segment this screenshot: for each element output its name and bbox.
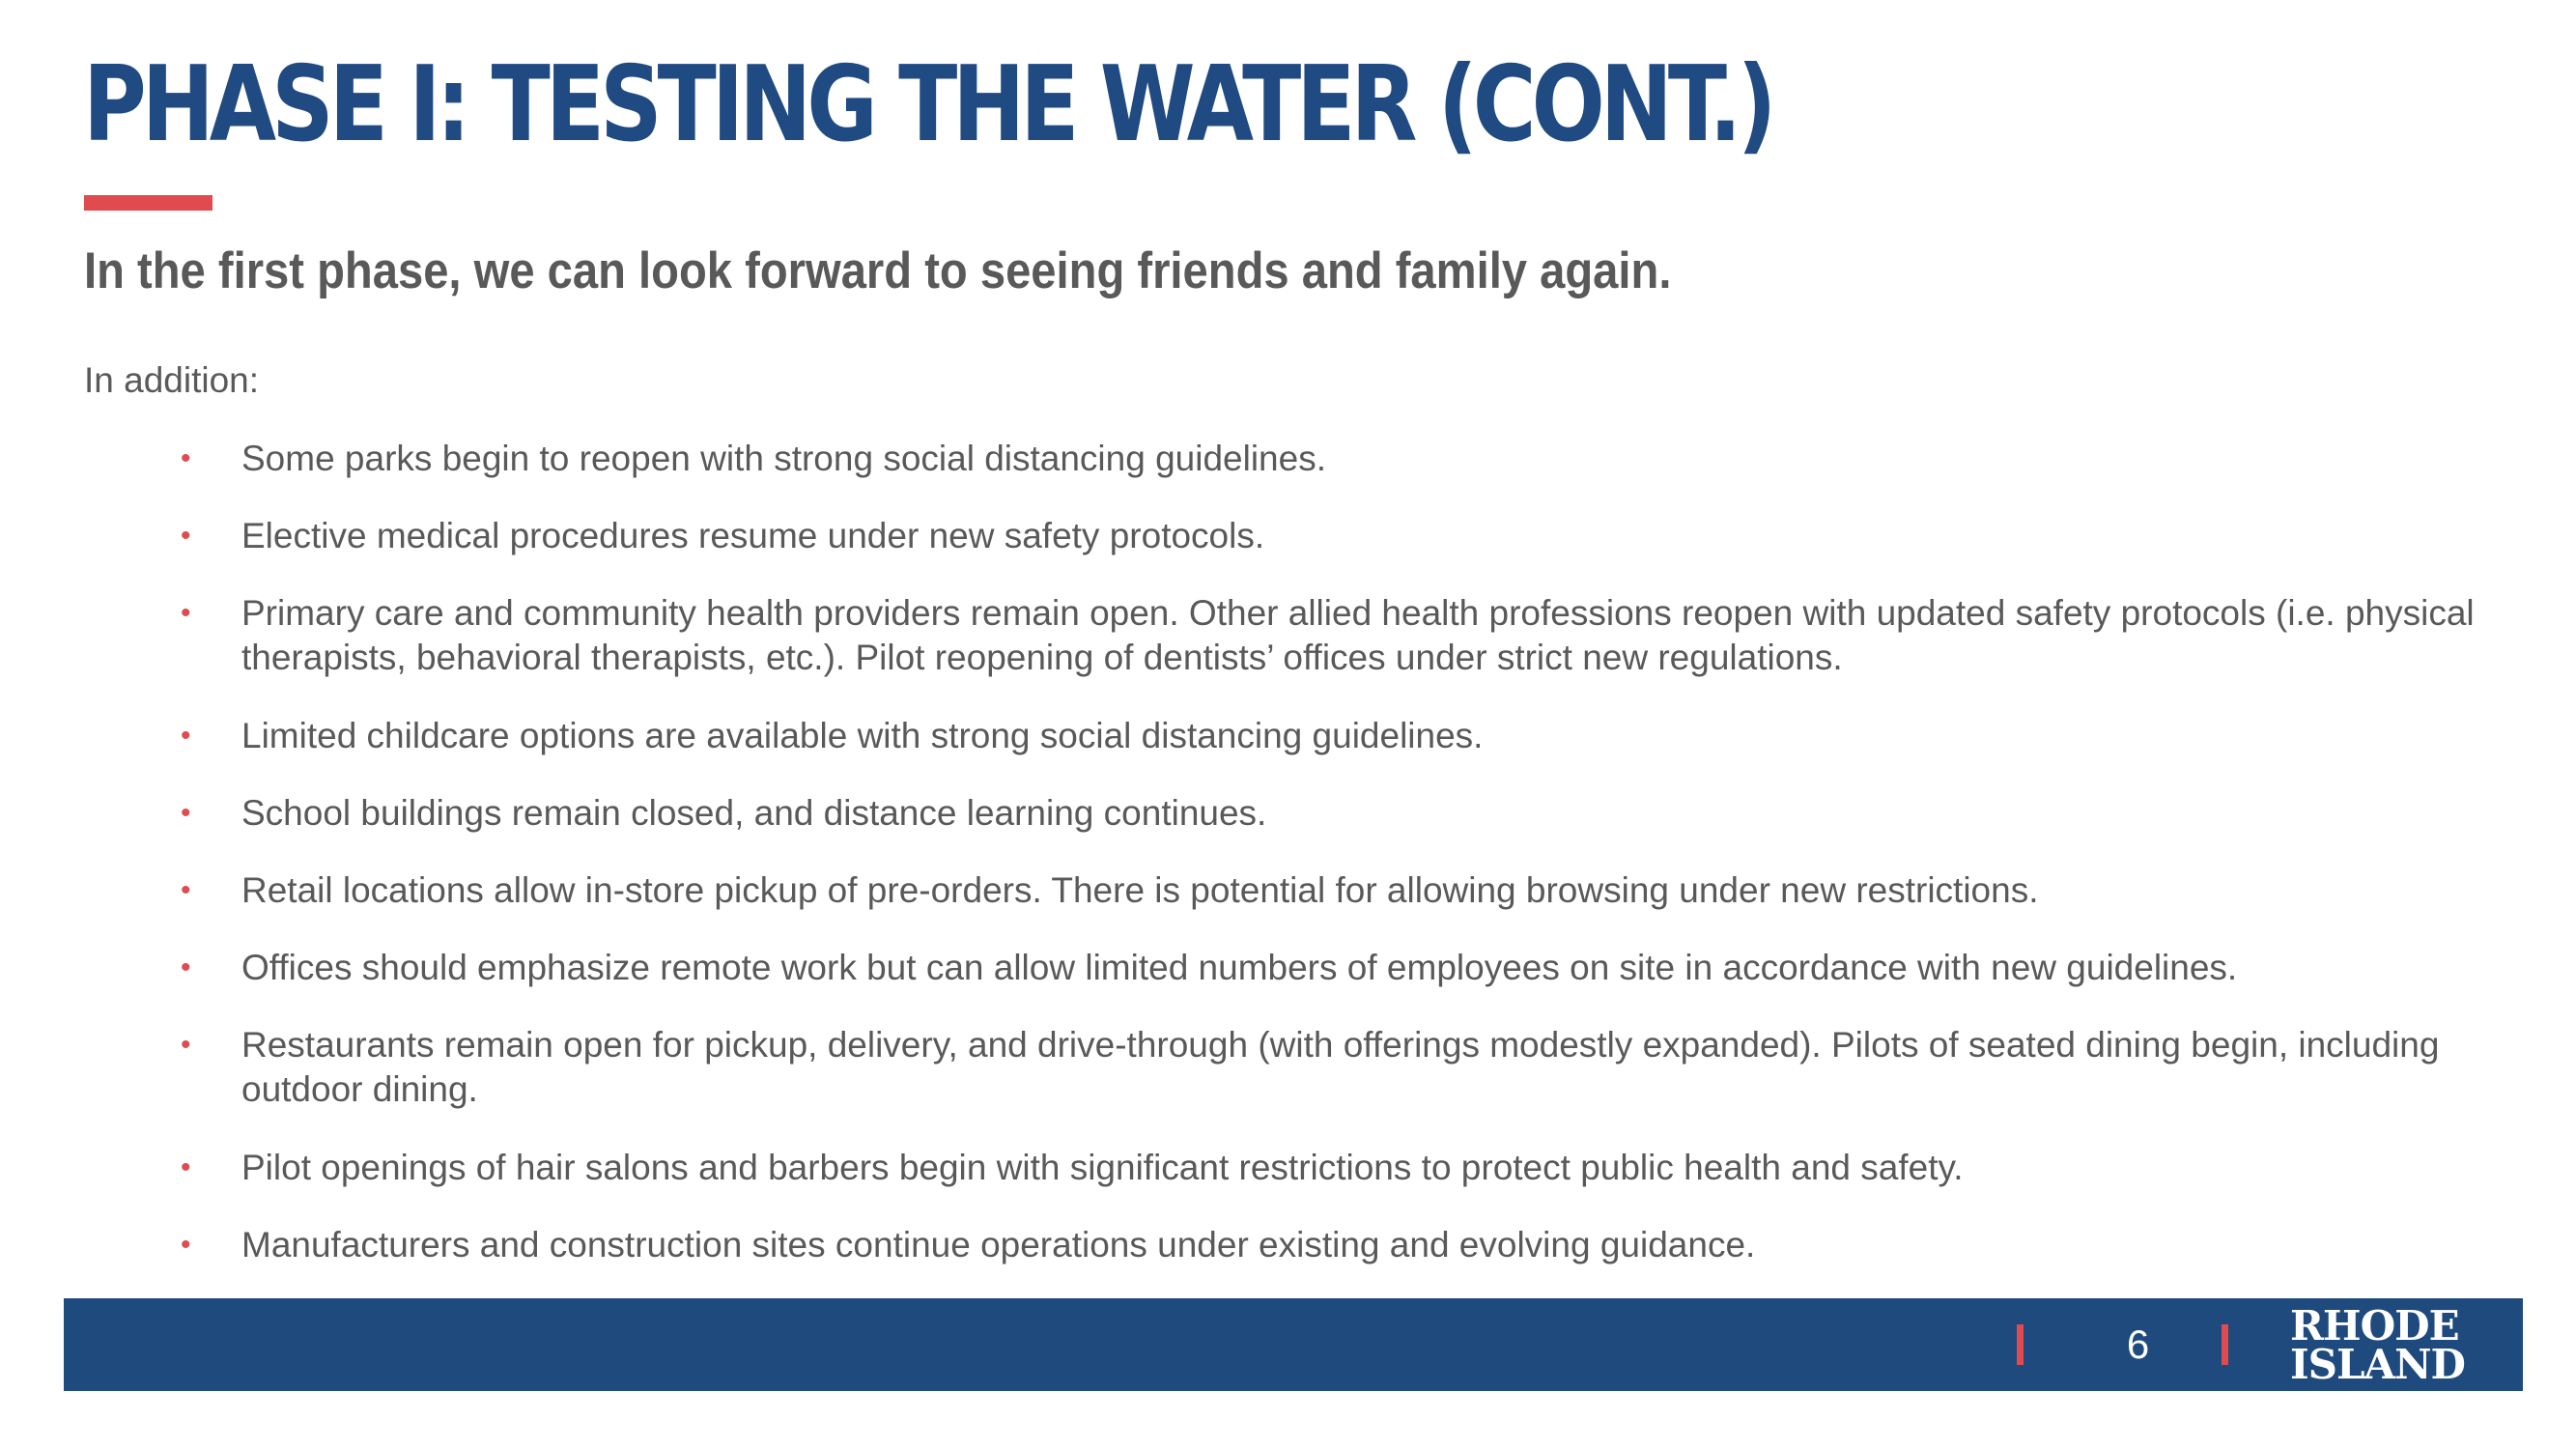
bullet-icon: •: [181, 597, 191, 629]
logo-text-line: RHODE: [2290, 1302, 2459, 1350]
bullet-text: Manufacturers and construction sites continue operations under existing and evolving guidance.: [241, 1225, 1756, 1264]
bullet-icon: •: [181, 1229, 191, 1261]
bullet-icon: •: [181, 1029, 191, 1061]
slide-title: PHASE I: TESTING THE WATER (CONT.): [83, 44, 1772, 165]
bullet-icon: •: [181, 874, 191, 906]
page-number: 6: [2126, 1321, 2150, 1367]
bullet-text: School buildings remain closed, and distance learning continues.: [241, 793, 1267, 833]
bullet-icon: •: [181, 797, 191, 829]
bullet-icon: •: [181, 720, 191, 752]
rhode-island-logo: [2290, 1302, 2483, 1388]
logo-text-line: ISLAND: [2290, 1341, 2465, 1388]
bullet-text: Restaurants remain open for pickup, delivery, and drive-through (with offerings modestly expanded). Pilots of seated dining begin, including outdoor dining.: [241, 1025, 2440, 1109]
bullet-icon: •: [181, 442, 191, 474]
bullet-text: Elective medical procedures resume under new safety protocols.: [241, 516, 1265, 555]
bullet-icon: •: [181, 1151, 191, 1183]
title-accent-bar: [84, 195, 212, 211]
slide-subtitle: In the first phase, we can look forward to seeing friends and family again.: [84, 242, 1672, 299]
bullet-text: Primary care and community health providers remain open. Other allied health professions reopen with updated safety protocols (i.e. physical therapists, behavioral therapists, etc.). Pilot reopening of dentists’ offices under strict new regulations.: [241, 593, 2475, 677]
bullet-text: Some parks begin to reopen with strong social distancing guidelines.: [241, 439, 1326, 478]
intro-text: In addition:: [84, 360, 260, 400]
bullet-text: Pilot openings of hair salons and barbers begin with significant restrictions to protect public health and safety.: [241, 1148, 1964, 1187]
bullet-text: Retail locations allow in-store pickup of pre-orders. There is potential for allowing browsing under new restrictions.: [241, 870, 2039, 910]
bullet-text: Offices should emphasize remote work but can allow limited numbers of employees on site in accordance with new guidelines.: [241, 948, 2238, 987]
bullet-icon: •: [181, 520, 191, 552]
bullet-icon: •: [181, 952, 191, 983]
bullet-text: Limited childcare options are available with strong social distancing guidelines.: [241, 716, 1484, 755]
footer-bar: [64, 1298, 2523, 1391]
footer-divider: [2222, 1324, 2228, 1365]
footer-divider: [2017, 1324, 2024, 1365]
